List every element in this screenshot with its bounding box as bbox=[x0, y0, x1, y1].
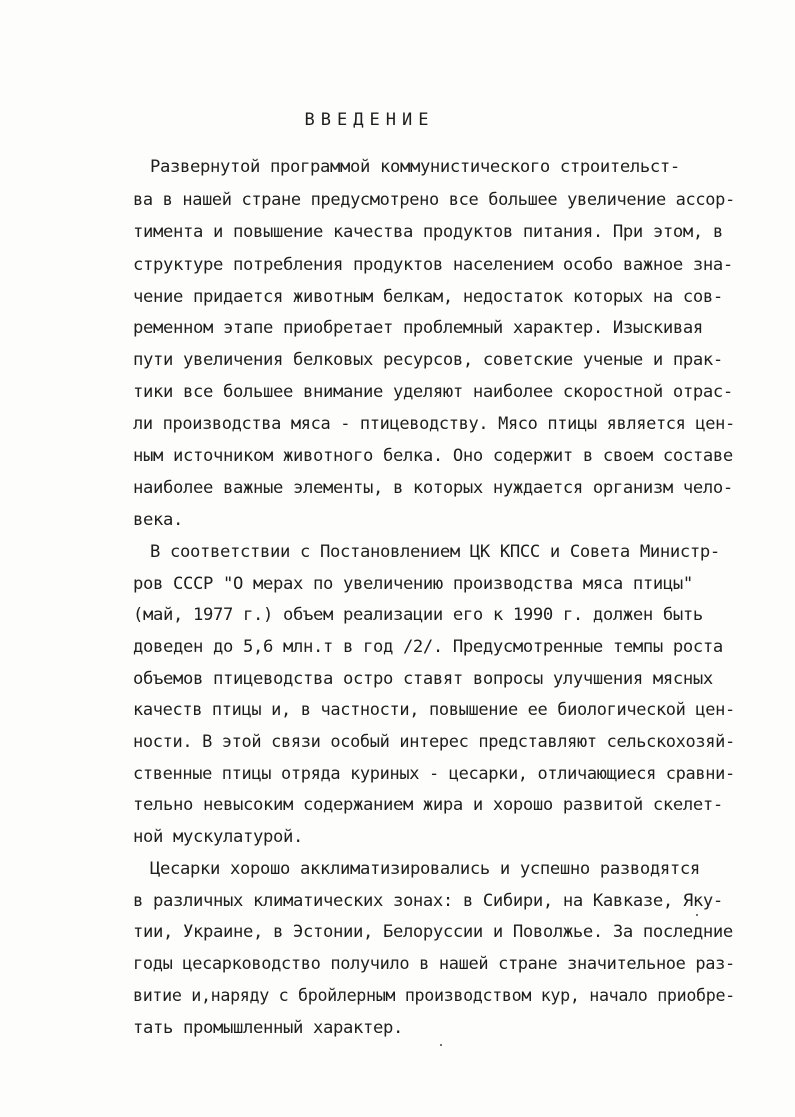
text-line: витие и,наряду с бройлерным производством кур, начало приобре- bbox=[133, 986, 735, 1006]
text-line: тать промышленный характер. bbox=[133, 1018, 403, 1038]
title-text: ВВЕДЕНИЕ bbox=[304, 110, 435, 130]
text-line: наиболее важные элементы, в которых нуждается организм чело- bbox=[133, 478, 733, 498]
text-line: В соответствии с Постановлением ЦК КПСС и Совета Министр- bbox=[150, 542, 720, 562]
text-line: ным источником животного белка. Оно содержит в своем составе bbox=[133, 446, 733, 466]
text-line: тельно невысоким содержанием жира и хорошо развитой скелет- bbox=[133, 795, 723, 815]
text-line: (май, 1977 г.) объем реализации его к 1990 г. должен быть bbox=[133, 605, 703, 625]
scan-speck bbox=[440, 1044, 442, 1046]
text-line: доведен до 5,6 млн.т в год /2/. Предусмотренные темпы роста bbox=[133, 637, 723, 657]
text-line: качеств птицы и, в частности, повышение ее биологической цен- bbox=[133, 700, 735, 720]
scan-speck bbox=[696, 914, 698, 916]
text-line: тии, Украине, в Эстонии, Белоруссии и Поволжье. За последние bbox=[133, 922, 733, 942]
text-line: ственные птицы отряда куриных - цесарки, отличающиеся сравни- bbox=[133, 764, 735, 784]
document-title bbox=[0, 110, 795, 130]
text-line: объемов птицеводства остро ставят вопросы улучшения мясных bbox=[133, 669, 713, 689]
text-line: тики все большее внимание уделяют наиболее скоростной отрас- bbox=[133, 382, 733, 402]
text-line: ва в нашей стране предусмотрено все большее увеличение ассор- bbox=[133, 190, 735, 210]
text-line: структуре потребления продуктов населением особо важное зна- bbox=[133, 255, 733, 275]
text-line: ности. В этой связи особый интерес представляют сельскохозяй- bbox=[133, 732, 735, 752]
text-line: ной мускулатурой. bbox=[133, 827, 303, 847]
text-line: чение придается животным белкам, недостаток которых на сов- bbox=[133, 287, 723, 307]
text-line: годы цесарководство получило в нашей стране значительное раз- bbox=[133, 954, 735, 974]
text-line: ли производства мяса - птицеводству. Мясо птицы является цен- bbox=[133, 414, 735, 434]
text-line: в различных климатических зонах: в Сибири, на Кавказе, Яку- bbox=[133, 891, 723, 911]
text-line: пути увеличения белковых ресурсов, советские ученые и прак- bbox=[133, 350, 723, 370]
text-line: тимента и повышение качества продуктов питания. При этом, в bbox=[133, 222, 723, 242]
text-line: Цесарки хорошо акклиматизировались и успешно разводятся bbox=[150, 859, 700, 879]
text-line: ров СССР "О мерах по увеличению производства мяса птицы" bbox=[133, 574, 693, 594]
text-line: Развернутой программой коммунистического строительст- bbox=[150, 157, 680, 177]
text-line: века. bbox=[133, 510, 183, 530]
text-line: ременном этапе приобретает проблемный характер. Изыскивая bbox=[133, 318, 703, 338]
